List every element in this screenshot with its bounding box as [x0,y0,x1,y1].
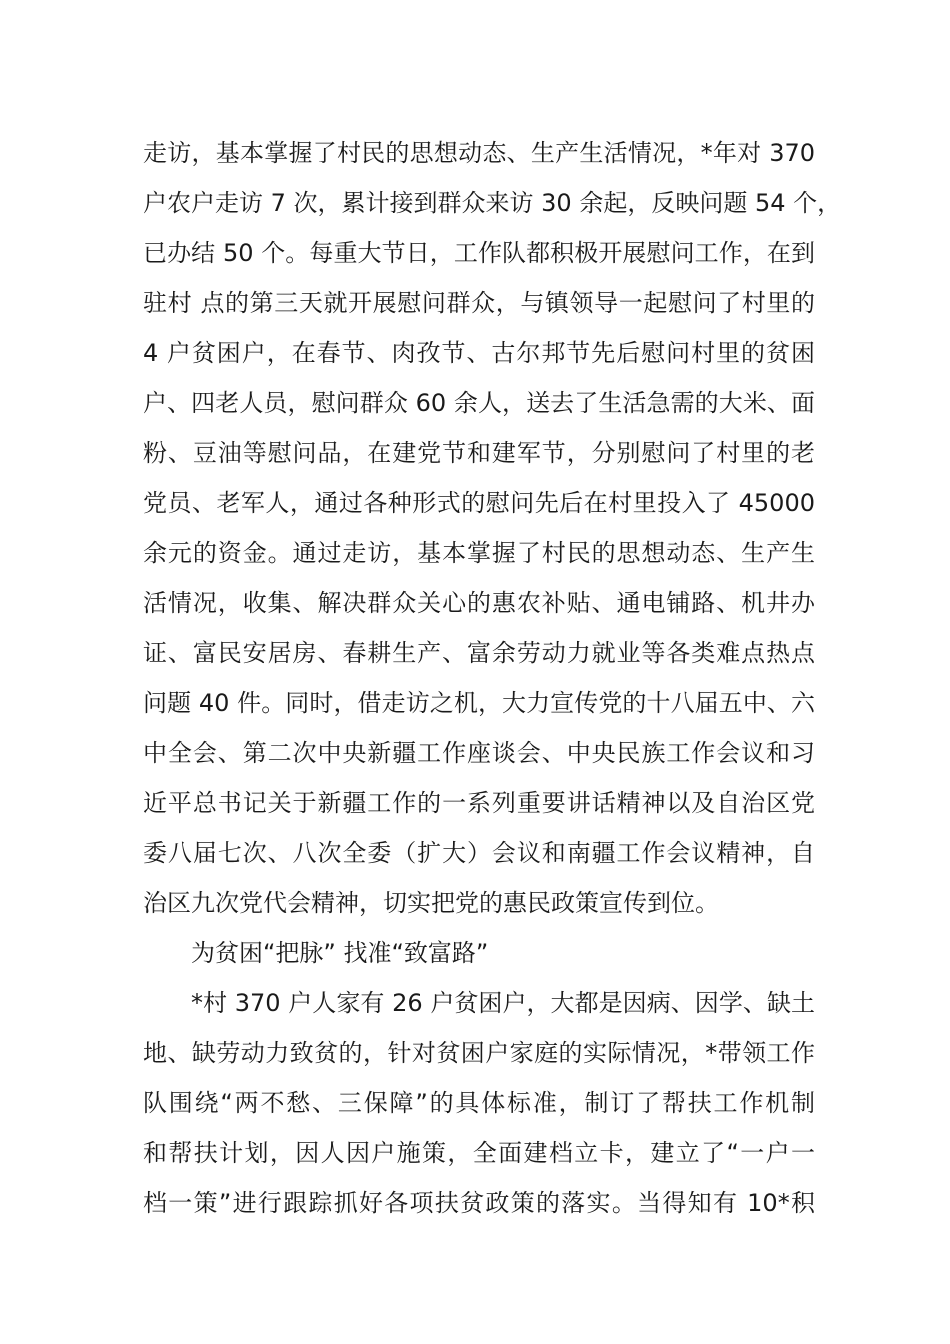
body-line: 余元的资金。通过走访，基本掌握了村民的思想动态、生产生 [143,539,815,567]
body-line: 活情况，收集、解决群众关心的惠农补贴、通电铺路、机井办 [143,589,815,617]
body-line: 队围绕“两不愁、三保障”的具体标准，制订了帮扶工作机制 [143,1089,815,1117]
body-line: 和帮扶计划，因人因户施策，全面建档立卡，建立了“一户一 [143,1139,815,1167]
body-line: 户、四老人员，慰问群众 60 余人，送去了生活急需的大米、面 [143,389,815,417]
body-line: 已办结 50 个。每重大节日，工作队都积极开展慰问工作，在到 [143,239,815,267]
body-line: 档一策”进行跟踪抓好各项扶贫政策的落实。当得知有 10*积 [143,1189,815,1217]
body-line-paragraph-end: 治区九次党代会精神，切实把党的惠民政策宣传到位。 [143,889,719,917]
body-line: 驻村 点的第三天就开展慰问群众，与镇领导一起慰问了村里的 [143,289,815,317]
body-line: 户农户走访 7 次，累计接到群众来访 30 余起，反映问题 54 个， [143,189,842,217]
body-line: 4 户贫困户，在春节、肉孜节、古尔邦节先后慰问村里的贫困 [143,339,815,367]
body-line: 党员、老军人，通过各种形式的慰问先后在村里投入了 45000 [143,489,815,517]
body-line: 中全会、第二次中央新疆工作座谈会、中央民族工作会议和习 [143,739,815,767]
body-line: 近平总书记关于新疆工作的一系列重要讲话精神以及自治区党 [143,789,815,817]
body-line: 地、缺劳动力致贫的，针对贫困户家庭的实际情况，*带领工作 [143,1039,815,1067]
body-line-paragraph-start: *村 370 户人家有 26 户贫困户，大都是因病、因学、缺土 [191,989,815,1017]
body-line: 问题 40 件。同时，借走访之机，大力宣传党的十八届五中、六 [143,689,815,717]
body-line: 粉、豆油等慰问品，在建党节和建军节，分别慰问了村里的老 [143,439,815,467]
body-line: 证、富民安居房、春耕生产、富余劳动力就业等各类难点热点 [143,639,815,667]
body-line: 委八届七次、八次全委（扩大）会议和南疆工作会议精神，自 [143,839,815,867]
section-heading: 为贫困“把脉” 找准“致富路” [191,939,489,967]
body-line: 走访，基本掌握了村民的思想动态、生产生活情况，*年对 370 [143,139,815,167]
